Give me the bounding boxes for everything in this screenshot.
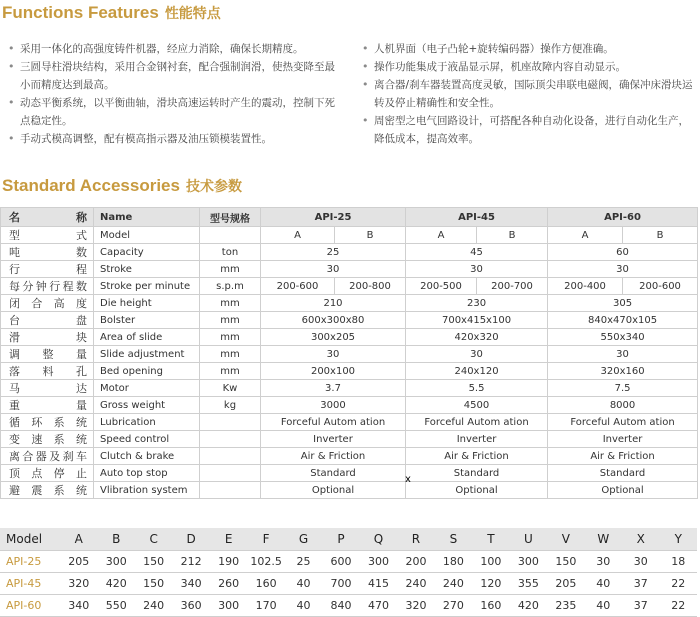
dimension-cell: 150	[135, 573, 172, 595]
spec-cell: kg	[200, 397, 261, 414]
dimension-header-cell: T	[472, 528, 509, 551]
spec-cell: Capacity	[94, 244, 200, 261]
dimension-cell: 205	[547, 573, 584, 595]
feature-item: • 人机界面（电子凸轮+旋转编码器）操作方便准确。	[360, 40, 696, 58]
spec-cell: A	[261, 227, 335, 244]
dimension-cell: 40	[285, 595, 322, 617]
spec-cell: s.p.m	[200, 278, 261, 295]
spec-row	[1, 261, 698, 278]
spec-row	[1, 278, 698, 295]
spec-cell: 200-400	[548, 278, 623, 295]
dimension-cell: 160	[472, 595, 509, 617]
dimension-cell: 600	[322, 551, 359, 573]
spec-cell: 闭合高度	[1, 295, 94, 312]
dimension-cell: 355	[510, 573, 547, 595]
spec-cell: 200-500	[406, 278, 477, 295]
header-name-zh: 名 称	[1, 208, 94, 227]
spec-cell: Stroke	[94, 261, 200, 278]
spec-cell: 200x100	[261, 363, 406, 380]
spec-row	[1, 295, 698, 312]
spec-cell: Auto top stop	[94, 465, 200, 482]
spec-cell: 200-800	[335, 278, 406, 295]
dimension-cell: 300	[210, 595, 247, 617]
dimension-header-cell: W	[585, 528, 622, 551]
spec-cell: 8000	[548, 397, 698, 414]
spec-cell: mm	[200, 312, 261, 329]
dimension-cell: 120	[472, 573, 509, 595]
dimension-cell: 240	[435, 573, 472, 595]
spec-cell: 840x470x105	[548, 312, 698, 329]
spec-cell: Standard	[548, 465, 698, 482]
bullet-icon: •	[362, 78, 369, 91]
spec-table	[0, 207, 698, 499]
spec-cell: 600x300x80	[261, 312, 406, 329]
spec-cell: 30	[261, 261, 406, 278]
dimension-header-cell: F	[247, 528, 284, 551]
dimension-cell: 40	[585, 595, 622, 617]
spec-cell: 调整量	[1, 346, 94, 363]
dimension-cell: 270	[435, 595, 472, 617]
spec-cell: 落料孔	[1, 363, 94, 380]
dimension-cell: 100	[472, 551, 509, 573]
feature-item: • 三圆导柱滑块结构，采用合金钢衬套，配合强制润滑，使热变降至最小而精度达到最高。	[8, 60, 335, 91]
accessories-title-zh: 技术参数	[185, 179, 242, 195]
spec-cell: 循环系统	[1, 414, 94, 431]
bullet-icon: •	[362, 60, 369, 73]
spec-cell: 3.7	[261, 380, 406, 397]
dimension-cell: 37	[622, 573, 659, 595]
spec-cell: 200-700	[477, 278, 548, 295]
spec-cell	[200, 414, 261, 431]
feature-item: • 动态平衡系统，以平衡曲轴，滑块高速运转时产生的震动，控制下死点稳定性。	[8, 96, 335, 127]
dimension-header-cell: X	[622, 528, 659, 551]
features-title-en: Functions Features	[2, 3, 159, 22]
dimension-cell: 160	[247, 573, 284, 595]
dimension-model-label: API-60	[0, 595, 60, 617]
dimension-cell: 340	[60, 595, 97, 617]
spec-cell: Die height	[94, 295, 200, 312]
dimension-cell: 102.5	[247, 551, 284, 573]
spec-cell: B	[477, 227, 548, 244]
dimension-cell: 190	[210, 551, 247, 573]
spec-cell: B	[335, 227, 406, 244]
spec-cell: 420x320	[406, 329, 548, 346]
spec-cell: 台 盘	[1, 312, 94, 329]
spec-cell: 变速系统	[1, 431, 94, 448]
spec-cell: 吨 数	[1, 244, 94, 261]
dimension-cell: 150	[547, 551, 584, 573]
spec-cell: 30	[406, 346, 548, 363]
dimension-header-cell: Q	[360, 528, 397, 551]
spec-cell: 700x415x100	[406, 312, 548, 329]
spec-cell: 行 程	[1, 261, 94, 278]
spec-cell: 240x120	[406, 363, 548, 380]
spec-cell: 顶点停止	[1, 465, 94, 482]
spec-cell: Forceful Autom ation	[548, 414, 698, 431]
dimension-header-cell: A	[60, 528, 97, 551]
spec-cell: Area of slide	[94, 329, 200, 346]
spec-cell: Air & Friction	[406, 448, 548, 465]
dimension-header-cell: G	[285, 528, 322, 551]
spec-cell: 30	[261, 346, 406, 363]
header-name-en: Name	[94, 208, 200, 227]
spec-cell: 200-600	[261, 278, 335, 295]
spec-cell: Forceful Autom ation	[261, 414, 406, 431]
dimension-header-cell: P	[322, 528, 359, 551]
spec-cell: Air & Friction	[548, 448, 698, 465]
dimension-cell: 320	[397, 595, 434, 617]
dimension-header-cell: D	[172, 528, 209, 551]
spec-cell: Model	[94, 227, 200, 244]
dimension-cell: 240	[397, 573, 434, 595]
dimension-header-cell: R	[397, 528, 434, 551]
spec-row	[1, 431, 698, 448]
dimension-cell: 240	[135, 595, 172, 617]
bullet-icon: •	[8, 60, 15, 73]
feature-item: • 离合器/刹车器装置高度灵敏，国际顶尖串联电磁阀，确保冲床滑块运转及停止精确性和安全性。	[362, 78, 693, 109]
dimension-cell: 40	[585, 573, 622, 595]
dimension-cell: 30	[622, 551, 659, 573]
spec-cell: Air & Friction	[261, 448, 406, 465]
spec-cell: Forceful Autom ation	[406, 414, 548, 431]
bullet-icon: •	[8, 42, 15, 55]
dimension-row	[0, 551, 697, 573]
features-heading	[2, 3, 221, 27]
spec-row	[1, 329, 698, 346]
spec-cell: 型 式	[1, 227, 94, 244]
spec-cell: Clutch & brake	[94, 448, 200, 465]
dimension-cell: 300	[97, 551, 134, 573]
spec-row	[1, 482, 698, 499]
spec-cell: mm	[200, 295, 261, 312]
spec-cell: 马 达	[1, 380, 94, 397]
bullet-icon: •	[362, 42, 369, 55]
spec-cell: Vlibration system	[94, 482, 200, 499]
spec-row	[1, 414, 698, 431]
spec-cell: Kw	[200, 380, 261, 397]
cross-mark: x	[405, 474, 411, 485]
dimension-cell: 40	[285, 573, 322, 595]
dimension-header-cell: Y	[660, 528, 698, 551]
spec-cell: mm	[200, 346, 261, 363]
spec-cell: Optional	[406, 482, 548, 499]
spec-cell: Speed control	[94, 431, 200, 448]
spec-cell: Slide adjustment	[94, 346, 200, 363]
dimension-cell: 840	[322, 595, 359, 617]
dimension-header-cell: E	[210, 528, 247, 551]
dimension-cell: 320	[60, 573, 97, 595]
spec-cell: 3000	[261, 397, 406, 414]
spec-cell: 每分钟行程数	[1, 278, 94, 295]
dimension-cell: 235	[547, 595, 584, 617]
dimension-cell: 170	[247, 595, 284, 617]
spec-cell: Gross weight	[94, 397, 200, 414]
dimension-header-cell: V	[547, 528, 584, 551]
spec-cell: 重 量	[1, 397, 94, 414]
spec-cell: Optional	[548, 482, 698, 499]
spec-cell: B	[623, 227, 698, 244]
dimension-cell: 420	[97, 573, 134, 595]
spec-cell: Stroke per minute	[94, 278, 200, 295]
dimension-cell: 300	[360, 551, 397, 573]
spec-cell: 离合器及刹车	[1, 448, 94, 465]
spec-cell: Inverter	[406, 431, 548, 448]
spec-row	[1, 380, 698, 397]
features-title-zh: 性能特点	[164, 6, 221, 22]
dimension-header-cell: B	[97, 528, 134, 551]
dimension-cell: 25	[285, 551, 322, 573]
spec-row	[1, 363, 698, 380]
dimension-cell: 415	[360, 573, 397, 595]
spec-cell: 320x160	[548, 363, 698, 380]
header-spec: 型号规格	[200, 208, 261, 227]
spec-row	[1, 244, 698, 261]
spec-cell: 210	[261, 295, 406, 312]
dimension-cell: 30	[585, 551, 622, 573]
spec-cell	[200, 448, 261, 465]
dimension-body	[0, 551, 697, 617]
dimension-cell: 550	[97, 595, 134, 617]
feature-item: • 手动式模高调整，配有模高指示器及油压锁模装置性。	[6, 130, 344, 148]
spec-cell: 30	[406, 261, 548, 278]
spec-cell: Optional	[261, 482, 406, 499]
features-right-list	[360, 40, 696, 148]
dimension-table	[0, 528, 697, 617]
dimension-cell: 150	[135, 551, 172, 573]
spec-cell: ton	[200, 244, 261, 261]
spec-cell: Motor	[94, 380, 200, 397]
dimension-header-row	[0, 528, 697, 551]
spec-cell: 300x205	[261, 329, 406, 346]
spec-cell: 45	[406, 244, 548, 261]
spec-cell: mm	[200, 261, 261, 278]
features-left-list	[6, 40, 344, 148]
dimension-header-cell: S	[435, 528, 472, 551]
dimension-cell: 420	[510, 595, 547, 617]
spec-cell	[200, 227, 261, 244]
spec-cell: mm	[200, 329, 261, 346]
spec-cell: mm	[200, 363, 261, 380]
accessories-heading	[2, 176, 242, 200]
spec-cell: 550x340	[548, 329, 698, 346]
spec-cell: A	[406, 227, 477, 244]
dimension-cell: 200	[397, 551, 434, 573]
spec-cell: 200-600	[623, 278, 698, 295]
spec-cell: 30	[548, 346, 698, 363]
dimension-cell: 180	[435, 551, 472, 573]
spec-cell	[200, 482, 261, 499]
bullet-icon: •	[8, 132, 15, 145]
feature-item: • 周密型之电气回路设计，可搭配各种自动化设备，进行自动化生产，降低成本，提高效率。	[362, 114, 689, 145]
spec-cell: Bolster	[94, 312, 200, 329]
spec-cell: Bed opening	[94, 363, 200, 380]
spec-body	[1, 227, 698, 499]
bullet-icon: •	[362, 114, 369, 127]
spec-cell: 5.5	[406, 380, 548, 397]
spec-cell: 60	[548, 244, 698, 261]
dimension-cell: 37	[622, 595, 659, 617]
dimension-header-cell: C	[135, 528, 172, 551]
spec-cell	[200, 431, 261, 448]
spec-cell: 避震系统	[1, 482, 94, 499]
dimension-cell: 205	[60, 551, 97, 573]
dimension-cell: 22	[660, 573, 698, 595]
spec-header-row	[1, 208, 698, 227]
dimension-header-cell: U	[510, 528, 547, 551]
spec-cell: 25	[261, 244, 406, 261]
dimension-cell: 260	[210, 573, 247, 595]
spec-cell: 7.5	[548, 380, 698, 397]
dimension-cell: 300	[510, 551, 547, 573]
dimension-header-cell: Model	[0, 528, 60, 551]
dimension-cell: 22	[660, 595, 698, 617]
dimension-cell: 18	[660, 551, 698, 573]
feature-item: • 操作功能集成于液晶显示屏，机座故障内容自动显示。	[360, 58, 696, 76]
spec-row	[1, 465, 698, 482]
spec-cell	[200, 465, 261, 482]
spec-row	[1, 346, 698, 363]
spec-cell: Lubrication	[94, 414, 200, 431]
dimension-model-label: API-45	[0, 573, 60, 595]
dimension-cell: 340	[172, 573, 209, 595]
feature-item: • 采用一体化的高强度铸件机器，经应力消除，确保长期精度。	[6, 40, 344, 58]
spec-cell: A	[548, 227, 623, 244]
accessories-title-en: Standard Accessories	[2, 176, 180, 195]
spec-cell: Standard	[261, 465, 406, 482]
dimension-cell: 360	[172, 595, 209, 617]
spec-cell: 230	[406, 295, 548, 312]
dimension-model-label: API-25	[0, 551, 60, 573]
dimension-cell: 700	[322, 573, 359, 595]
header-model-api60: API-60	[548, 208, 698, 227]
spec-row	[1, 227, 698, 244]
spec-row	[1, 397, 698, 414]
spec-cell: Inverter	[261, 431, 406, 448]
spec-cell: 4500	[406, 397, 548, 414]
spec-row	[1, 448, 698, 465]
spec-cell: 30	[548, 261, 698, 278]
spec-cell: 滑 块	[1, 329, 94, 346]
header-model-api25: API-25	[261, 208, 406, 227]
spec-row	[1, 312, 698, 329]
header-model-api45: API-45	[406, 208, 548, 227]
dimension-cell: 212	[172, 551, 209, 573]
spec-cell: Inverter	[548, 431, 698, 448]
spec-cell: Standard	[406, 465, 548, 482]
dimension-cell: 470	[360, 595, 397, 617]
spec-cell: 305	[548, 295, 698, 312]
dimension-row	[0, 573, 697, 595]
bullet-icon: •	[8, 96, 15, 109]
dimension-row	[0, 595, 697, 617]
